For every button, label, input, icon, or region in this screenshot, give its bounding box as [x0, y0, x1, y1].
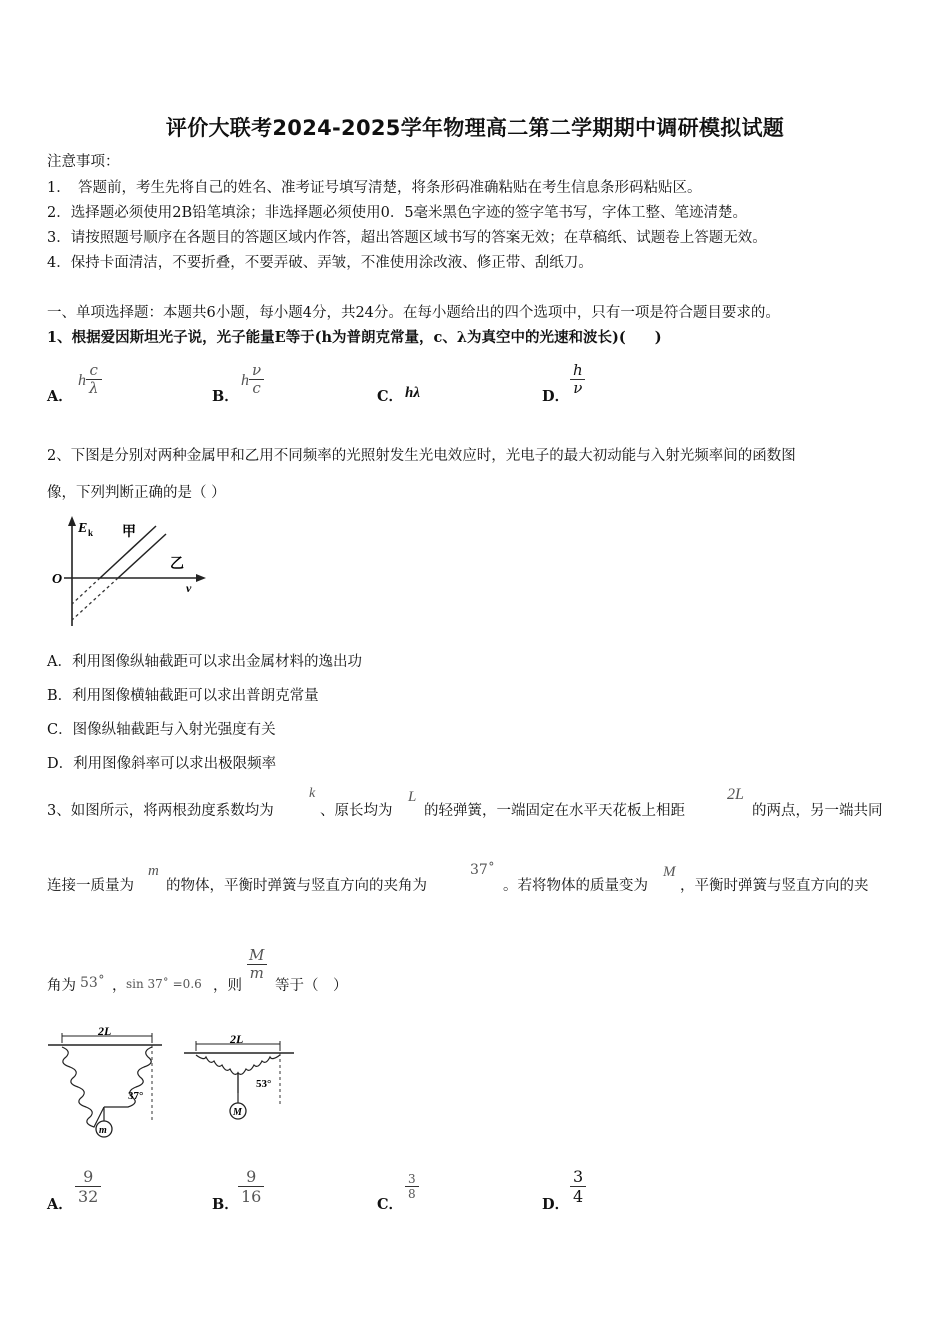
question-2-stem-cont: 像，下列判断正确的是（ ）: [47, 485, 226, 501]
q3-line3-part-c: ，则: [213, 978, 242, 994]
q3-line2-part-d: ，平衡时弹簧与竖直方向的夹: [680, 878, 869, 894]
notice-item: 3．请按照题号顺序在各题目的答题区域内作答，超出答题区域书写的答案无效；在草稿纸、试题卷上答题无效。: [47, 230, 767, 246]
q3-option-c-label: C．: [377, 1196, 404, 1213]
q1-option-a-fraction: $\frac{c}{\lambda}$: [86, 362, 102, 397]
q3-symbol-2L: 2L: [727, 786, 744, 803]
q3-option-b-fraction: $\frac{9}{16}$: [238, 1167, 264, 1206]
q1-option-c-text: hλ: [405, 385, 420, 401]
line-jia-extension: [72, 578, 100, 604]
spring-left-1: [62, 1047, 104, 1127]
photoelectric-graph: [48, 512, 218, 632]
q1-option-a-label: A．: [47, 388, 73, 405]
line-yi-label: 乙: [170, 557, 184, 572]
q3-option-b-label: B．: [212, 1196, 239, 1213]
q3-angle-37: 37˚: [470, 862, 495, 878]
q3-line2-part-a: 连接一质量为: [47, 878, 134, 894]
spring-left-2: [196, 1055, 238, 1093]
y-axis-subscript: k: [88, 528, 94, 538]
y-axis-label: E: [78, 521, 88, 536]
q3-line1-part-a: 3、如图所示，将两根劲度系数均为: [47, 803, 274, 819]
origin-label: O: [52, 572, 63, 587]
q2-option-b: B．利用图像横轴截距可以求出普朗克常量: [47, 688, 319, 704]
notice-item: 4．保持卡面清洁，不要折叠，不要弄破、弄皱，不准使用涂改液、修正带、刮纸刀。: [47, 255, 593, 271]
q3-sin-value: sin 37˚ =0.6: [126, 977, 202, 991]
q3-ratio-fraction: $\frac{M}{m}$: [246, 947, 267, 982]
q2-option-a: A．利用图像纵轴截距可以求出金属材料的逸出功: [47, 654, 362, 670]
x-axis-arrow: [196, 574, 206, 582]
mass-m-label: m: [99, 1125, 107, 1136]
q3-symbol-L: L: [408, 789, 417, 805]
q1-option-d-fraction: $\frac{h}{\nu}$: [570, 362, 586, 397]
q3-option-a-fraction: $\frac{9}{32}$: [75, 1167, 101, 1206]
q3-line3-part-d: 等于（ ）: [275, 978, 348, 994]
q3-symbol-m: m: [148, 863, 159, 879]
q1-option-b-fraction: $\frac{\nu}{c}$: [249, 362, 264, 397]
q3-option-a-label: A．: [47, 1196, 73, 1213]
spring-diagrams: [44, 1025, 304, 1145]
page-title: 评价大联考2024-2025学年物理高二第二学期期中调研模拟试题: [165, 116, 785, 140]
q3-line1-part-d: 的两点，另一端共同: [752, 803, 883, 819]
question-2-stem: 2、下图是分别对两种金属甲和乙用不同频率的光照射发生光电效应时，光电子的最大初动能与入射光频率间的函数图: [47, 448, 796, 464]
q3-line2-part-b: 的物体，平衡时弹簧与竖直方向的夹角为: [166, 878, 427, 894]
q3-line2-part-c: 。若将物体的质量变为: [503, 878, 648, 894]
q1-option-b-prefix: h: [241, 372, 249, 389]
section-heading: 一、单项选择题：本题共6小题，每小题4分，共24分。在每小题给出的四个选项中，只有一项是符合题目要求的。: [47, 305, 780, 321]
q2-option-d: D．利用图像斜率可以求出极限频率: [47, 756, 277, 772]
notice-item: 1． 答题前，考生先将自己的姓名、准考证号填写清楚，将条形码准确粘贴在考生信息条形码粘贴区。: [47, 180, 702, 196]
mass-M-label: M: [233, 1107, 242, 1118]
q3-line3-part-b: ，: [112, 978, 127, 994]
q1-option-b-label: B．: [212, 388, 239, 405]
q3-option-d-label: D．: [542, 1196, 570, 1213]
width-label-1: 2L: [98, 1025, 112, 1038]
q3-symbol-M: M: [663, 864, 676, 880]
angle-label-1: 37°: [128, 1090, 144, 1102]
line-jia-label: 甲: [122, 525, 136, 540]
line-yi: [118, 534, 166, 578]
question-1-stem: 1、根据爱因斯坦光子说，光子能量E等于(h为普朗克常量，c、λ为真空中的光速和波长)( ): [47, 329, 662, 346]
q3-line3-part-a: 角为: [47, 978, 76, 994]
q3-symbol-k: k: [309, 786, 316, 801]
q1-option-a-prefix: h: [78, 372, 86, 389]
notice-item: 2．选择题必须使用2B铅笔填涂；非选择题必须使用0．5毫米黑色字迹的签字笔书写，字体工整、笔迹清楚。: [47, 205, 748, 221]
q3-option-d-fraction: $\frac{3}{4}$: [570, 1167, 586, 1206]
q3-option-c-fraction: $\frac{3}{8}$: [405, 1172, 419, 1201]
q1-option-c-label: C．: [377, 388, 404, 405]
y-axis-arrow: [68, 516, 76, 526]
notice-heading: 注意事项：: [47, 154, 120, 170]
q1-option-d-label: D．: [542, 388, 570, 405]
q3-line1-part-b: 、原长均为: [320, 803, 393, 819]
q3-angle-53: 53˚: [80, 975, 105, 991]
angle-label-2: 53°: [256, 1078, 272, 1090]
line-yi-extension: [72, 578, 118, 620]
q2-option-c: C．图像纵轴截距与入射光强度有关: [47, 722, 276, 738]
q3-line1-part-c: 的轻弹簧，一端固定在水平天花板上相距: [424, 803, 685, 819]
width-label-2: 2L: [230, 1032, 244, 1046]
x-axis-label: ν: [186, 581, 192, 595]
